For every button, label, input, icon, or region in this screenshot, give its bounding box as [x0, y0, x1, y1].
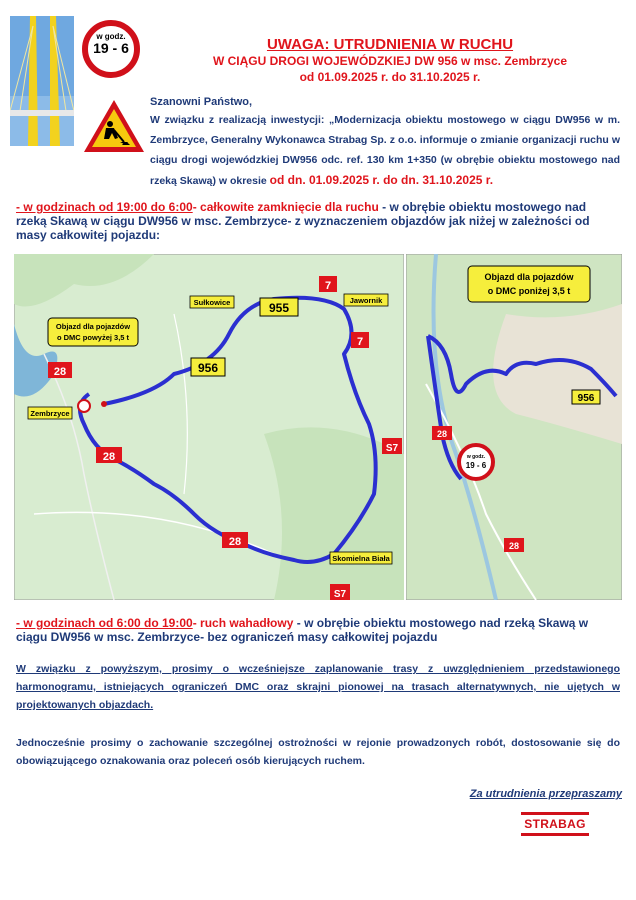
intro-period: od dn. 01.09.2025 r. do dn. 31.10.2025 r.: [269, 173, 494, 187]
inset-road-28-label-south: [504, 538, 524, 552]
night-hours: - w godzinach od 19:00 do 6:00: [16, 200, 193, 214]
sign-time-range: 19 - 6: [93, 40, 129, 56]
box-heavy-line1: Objazd dla pojazdów: [55, 322, 131, 331]
svg-text:19 - 6: 19 - 6: [465, 461, 487, 470]
label-box-light: [468, 266, 590, 302]
box-light-line2: o DMC poniżej 3,5 t: [487, 286, 571, 296]
greeting: Szanowni Państwo,: [150, 96, 253, 108]
day-hours: - w godzinach od 6:00 do 19:00: [16, 616, 193, 630]
place-sulkowice: [190, 296, 234, 308]
svg-text:7: 7: [324, 280, 332, 292]
road-28-label-south: [222, 532, 248, 548]
apology-text: Za utrudnienia przepraszamy: [469, 788, 622, 800]
place-skomielna-biala: [330, 552, 392, 564]
place-jawornik: [344, 294, 388, 306]
road-s7-label-east: [382, 438, 402, 454]
day-traffic-paragraph: [16, 616, 620, 644]
strabag-logo: [521, 812, 589, 836]
day-status: - ruch wahadłowy: [192, 616, 294, 630]
inset-time-sign: [459, 445, 493, 479]
svg-text:S7: S7: [385, 443, 399, 454]
night-status: - całkowite zamknięcie dla ruchu: [192, 200, 379, 214]
svg-text:Jawornik: Jawornik: [349, 296, 383, 305]
svg-text:956: 956: [197, 361, 219, 375]
svg-text:28: 28: [228, 536, 242, 548]
svg-text:955: 955: [268, 301, 290, 315]
box-light-line1: Objazd dla pojazdów: [484, 272, 574, 282]
road-7-label-north: [319, 276, 337, 292]
label-box-heavy: [48, 318, 138, 346]
inset-road-28-label: [432, 426, 452, 440]
notice-paragraph: W związku z powyższym, prosimy o wcześniejsze zaplanowanie trasy z uwzględnieniem przedstawionego harmonogramu, istniejących ograniczeń DMC oraz skrajni pionowej na trasach alternatywnych, nie ujętych w projektowanych objazdach.: [16, 663, 620, 711]
svg-text:Skomielna Biała: Skomielna Biała: [332, 554, 390, 563]
sign-time-label: w godz.: [96, 32, 126, 41]
detour-map-light: [406, 254, 622, 600]
road-28-label-west: [48, 362, 72, 378]
night-closure-paragraph: [16, 200, 620, 242]
svg-text:28: 28: [508, 541, 520, 551]
road-28-label-center: [96, 447, 122, 463]
svg-text:28: 28: [102, 451, 116, 463]
caution-paragraph: Jednocześnie prosimy o zachowanie szczególnej ostrożności w rejonie prowadzonych robót, dostosowanie się do obowiązującego oznakowania oraz poleceń osób kierujących ruchem.: [16, 737, 620, 767]
box-heavy-line2: o DMC powyżej 3,5 t: [56, 333, 130, 342]
no-entry-sign-icon: [78, 400, 90, 412]
svg-text:28: 28: [436, 429, 448, 439]
strabag-logo-text: STRABAG: [524, 817, 586, 831]
day-desc: - w obrębie obiektu mostowego nad rzeką Skawą w ciągu DW956 w msc. Zembrzyce- bez ograniczeń masy całkowitej pojazdu: [16, 616, 589, 644]
road-7-label-east: [351, 332, 369, 348]
page-title: UWAGA: UTRUDNIENIA W RUCHU: [266, 36, 514, 53]
page-subtitle: W CIĄGU DROGI WOJEWÓDZKIEJ DW 956 w msc. Zembrzyce: [212, 54, 568, 68]
road-956-label: [191, 358, 225, 376]
road-s7-label-south: [330, 584, 350, 600]
svg-text:Zembrzyce: Zembrzyce: [30, 409, 70, 418]
page-dates: od 01.09.2025 r. do 31.10.2025 r.: [299, 70, 481, 84]
svg-text:w godz.: w godz.: [466, 454, 486, 460]
intro-paragraph: [150, 110, 620, 191]
svg-text:956: 956: [577, 393, 595, 404]
svg-text:S7: S7: [333, 589, 347, 600]
intro-text: W związku z realizacją inwestycji: „Modernizacja obiektu mostowego w ciągu DW956 w m. Zembrzyce, Generalny Wykonawca Strabag Sp. z o.o. informuje o zmianie organizacji ruchu w ciągu drogi wojewódzkiej DW956 odc. ref. 130 km 1+350 (w obrębie obiektu mostowego nad rzeką Skawą) w okresie: [150, 114, 620, 187]
place-zembrzyce: [28, 407, 72, 419]
svg-text:28: 28: [53, 366, 67, 378]
road-955-label: [260, 298, 298, 316]
inset-road-956-label: [572, 390, 600, 404]
svg-text:Sułkowice: Sułkowice: [193, 298, 231, 307]
night-desc: - w obrębie obiektu mostowego nad rzeką Skawą w ciągu DW956 w msc. Zembrzyce- z wyznaczeniem objazdów jak niżej w zależności od masy całkowitej pojazdu:: [16, 200, 590, 242]
svg-text:7: 7: [356, 336, 364, 348]
detour-map-heavy: [14, 254, 404, 600]
roadwork-sign-icon: [82, 98, 146, 154]
